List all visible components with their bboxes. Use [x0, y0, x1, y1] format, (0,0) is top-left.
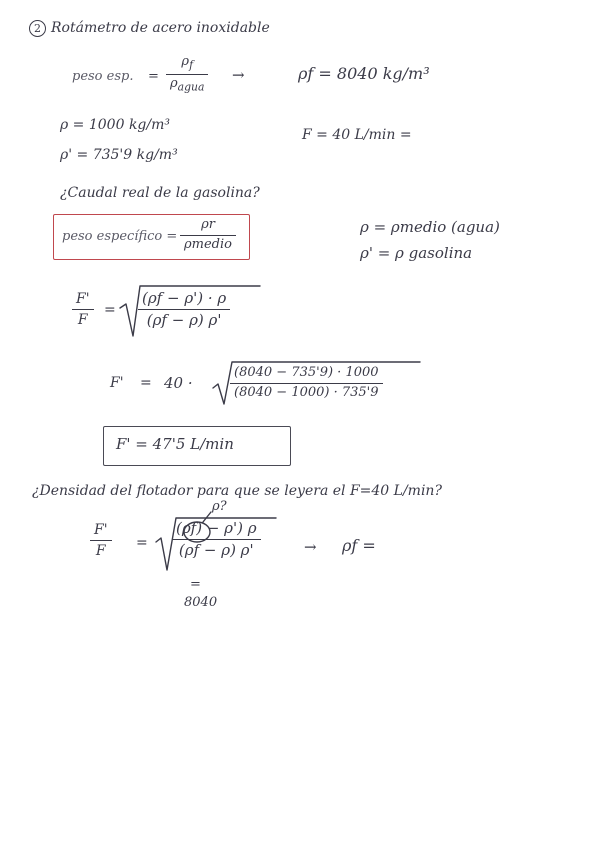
- unknown-float-density: ρf =: [342, 536, 376, 555]
- definition-fraction: [180, 218, 236, 253]
- flow-ratio-fraction-2: [90, 522, 112, 559]
- substitution-coefficient: 40 ·: [164, 374, 193, 392]
- exercise-number: 2: [29, 20, 46, 37]
- substitution-lhs: F': [110, 375, 124, 391]
- formula2-radicand: [172, 520, 261, 560]
- fraction-bar: [72, 309, 94, 310]
- flow-ratio-fraction: [72, 291, 94, 328]
- radicand-denominator: (8040 − 1000) · 735'9: [234, 384, 379, 400]
- question-real-flow: ¿Caudal real de la gasolina?: [60, 185, 260, 201]
- definition-label: peso específico =: [62, 229, 178, 244]
- radicand-numerator: (ρf − ρ') · ρ: [142, 289, 227, 307]
- fraction-bar: [90, 540, 112, 541]
- fraction-bar: [172, 539, 261, 540]
- gasoline-density: ρ' = 735'9 kg/m³: [60, 147, 178, 163]
- formula2-equals: =: [136, 535, 148, 551]
- fraction-numerator: F': [94, 522, 108, 538]
- fraction-bar: [180, 235, 236, 236]
- specific-weight-fraction: [166, 55, 208, 94]
- specific-weight-label: peso esp.: [72, 69, 134, 84]
- float-density: ρf = 8040 kg/m³: [298, 64, 430, 83]
- unknown-annotation: ρ?: [212, 499, 227, 514]
- formula1-radicand: [138, 290, 230, 330]
- exercise-title: Rotámetro de acero inoxidable: [51, 20, 270, 36]
- fraction-denominator: ρmedio: [184, 236, 232, 252]
- result-flow: F' = 47'5 L/min: [116, 435, 234, 453]
- note-gasoline: ρ' = ρ gasolina: [360, 244, 473, 262]
- substitution-radicand: [230, 366, 383, 401]
- radicand-numerator: (ρf) − ρ') ρ: [176, 519, 257, 537]
- specific-weight-equals: =: [148, 69, 159, 84]
- radicand-denominator: (ρf − ρ) ρ': [146, 311, 222, 330]
- radicand-denominator: (ρf − ρ) ρ': [178, 541, 254, 560]
- arrow-right-2: →: [304, 538, 317, 556]
- fraction-denominator: F: [95, 543, 106, 560]
- arrow-right: →: [232, 66, 245, 84]
- fraction-numerator: $\rho_f$: [181, 54, 194, 72]
- fraction-numerator: F': [76, 291, 90, 307]
- under-equals: =: [190, 577, 201, 592]
- formula1-equals: =: [104, 302, 116, 318]
- fraction-bar: [166, 74, 208, 75]
- radicand-numerator: (8040 − 735'9) · 1000: [234, 365, 379, 380]
- note-water: ρ = ρmedio (agua): [360, 218, 500, 236]
- water-density: ρ = 1000 kg/m³: [60, 117, 170, 133]
- fraction-bar: [230, 383, 383, 384]
- question-float-density: ¿Densidad del flotador para que se leyera el F=40 L/min?: [32, 483, 442, 499]
- under-value: 8040: [184, 595, 218, 610]
- flow-reading: F = 40 L/min =: [302, 127, 412, 143]
- fraction-numerator: ρr: [201, 217, 215, 232]
- fraction-bar: [138, 309, 230, 310]
- fraction-denominator: F: [77, 312, 88, 329]
- fraction-denominator: $\rho_{agua}$: [170, 76, 205, 94]
- substitution-equals: =: [140, 375, 152, 391]
